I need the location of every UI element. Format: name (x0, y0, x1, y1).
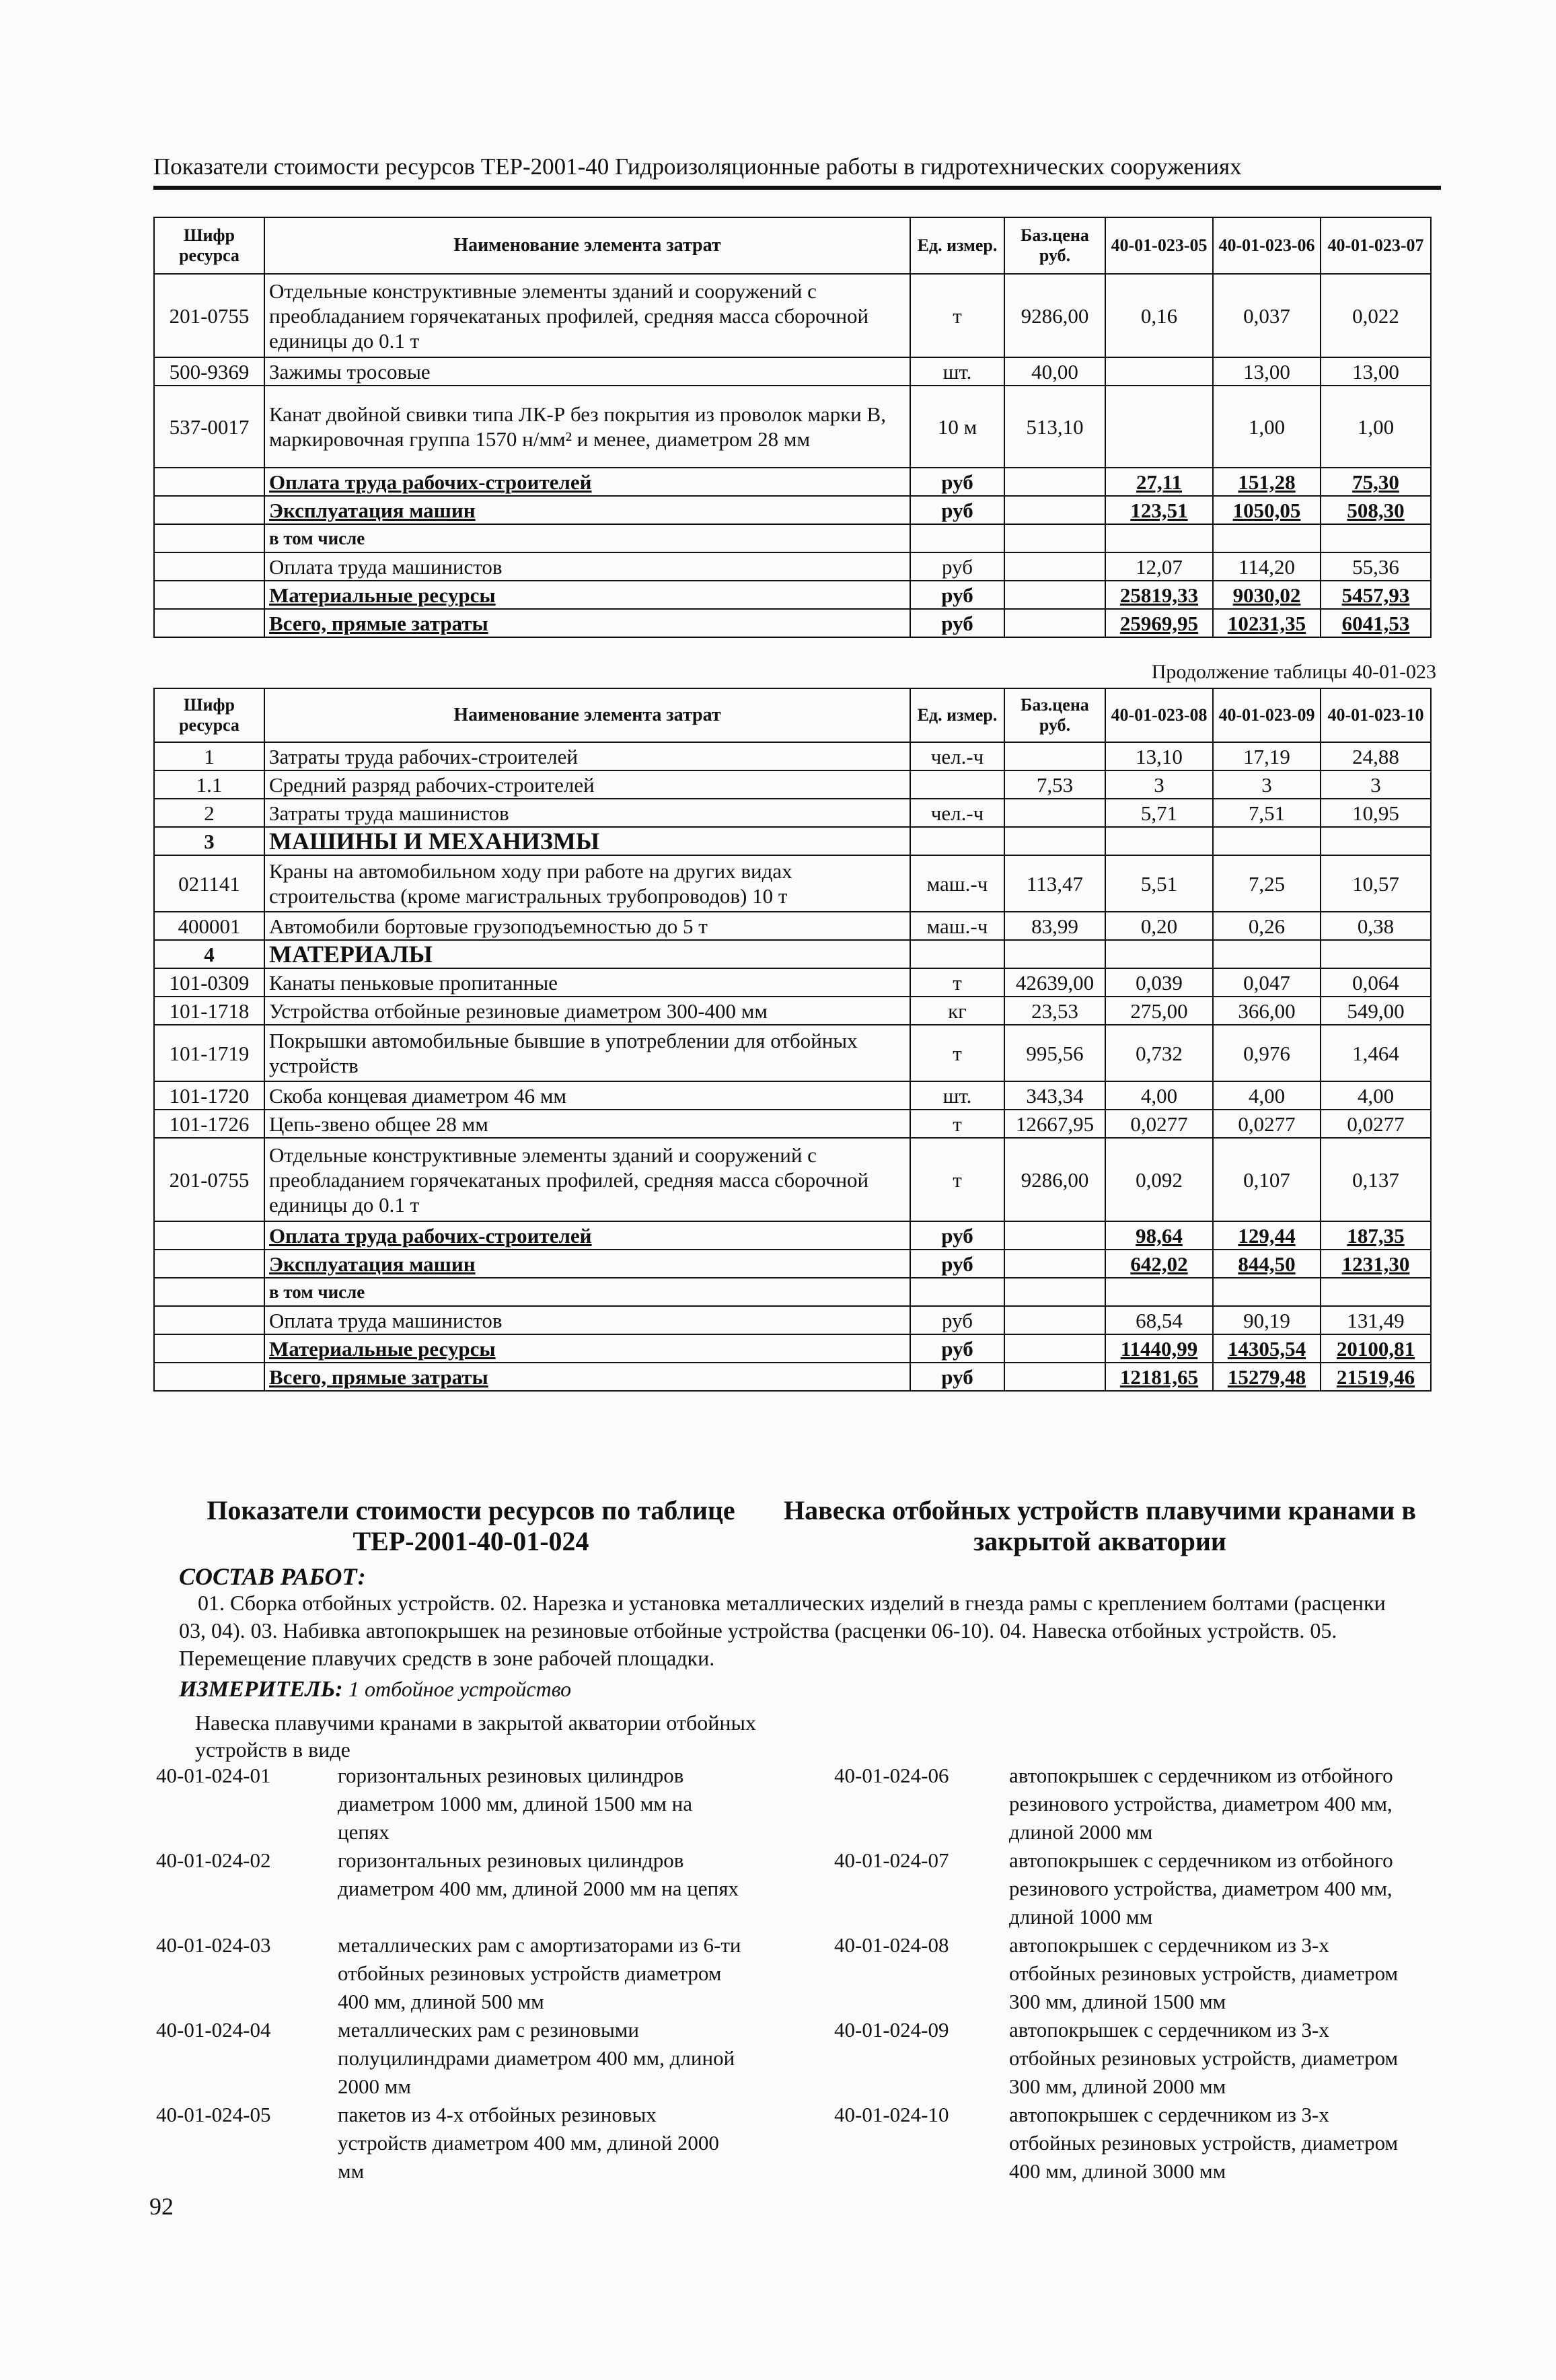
col-header-name: Наименование элемента затрат (264, 688, 910, 742)
cell-value: 0,0277 (1321, 1110, 1431, 1138)
col-header-unit: Ед. измер. (910, 217, 1004, 274)
cell-empty (1213, 524, 1321, 552)
page-header: Показатели стоимости ресурсов ТЕР-2001-40 Гидроизоляционные работы в гидротехнических сооружениях (153, 153, 1242, 180)
summary-row (154, 496, 1431, 524)
cell-value: 0,38 (1321, 912, 1431, 940)
summary-label: Всего, прямые затраты (264, 1363, 910, 1391)
summary-value: 21519,46 (1321, 1363, 1431, 1391)
cell-value: 3 (1321, 770, 1431, 799)
summary-value: 187,35 (1321, 1221, 1431, 1250)
cell-value: 7,51 (1213, 799, 1321, 827)
rate-code: 40-01-024-06 (834, 1764, 949, 1787)
cell-code: 101-1719 (154, 1025, 264, 1081)
cell-empty (1004, 496, 1105, 524)
cell-name: Затраты труда рабочих-строителей (264, 742, 910, 770)
summary-value: 129,44 (1213, 1221, 1321, 1250)
work-composition-text: 01. Сборка отбойных устройств. 02. Нарезка и установка металлических изделий в гнезда рамы с креплением болтами (расценки 03, 04). 03. Набивка автопокрышек на резиновые отбойные устройства (расценки 06-10). 04. Навеска отбойных устройств. 05. Перемещение плавучих средств в зоне рабочей площадки. (179, 1591, 1386, 1670)
summary-value: 20100,81 (1321, 1334, 1431, 1363)
col-header-name: Наименование элемента затрат (264, 217, 910, 274)
summary-row (154, 1250, 1431, 1278)
summary-value: 642,02 (1105, 1250, 1213, 1278)
table-row (154, 855, 1431, 912)
cell-name: Цепь-звено общее 28 мм (264, 1110, 910, 1138)
table-row (154, 997, 1431, 1025)
rate-code: 40-01-024-03 (156, 1933, 271, 1957)
cell-price: 12667,95 (1004, 1110, 1105, 1138)
cell-empty (154, 552, 264, 581)
table-row (154, 968, 1431, 997)
summary-value: 25969,95 (1105, 609, 1213, 637)
cell-empty (1004, 1221, 1105, 1250)
cell-price: 9286,00 (1004, 1138, 1105, 1221)
summary-value: 27,11 (1105, 468, 1213, 496)
rate-code: 40-01-024-04 (156, 2018, 271, 2042)
summary-value: 68,54 (1105, 1306, 1213, 1334)
cell-unit: шт. (910, 1081, 1004, 1110)
cell-name: Зажимы тросовые (264, 357, 910, 386)
cell-empty (910, 940, 1004, 968)
col-header-code: Шифр ресурса (154, 688, 264, 742)
summary-label: Всего, прямые затраты (264, 609, 910, 637)
cell-value: 0,039 (1105, 968, 1213, 997)
col-header-rate-09: 40-01-023-09 (1213, 688, 1321, 742)
page-number: 92 (149, 2193, 174, 2220)
cell-value (1105, 357, 1213, 386)
table-header-row (154, 217, 1431, 274)
col-header-rate-08: 40-01-023-08 (1105, 688, 1213, 742)
cell-empty (1321, 524, 1431, 552)
cell-price: 995,56 (1004, 1025, 1105, 1081)
table-row (154, 742, 1431, 770)
cell-empty (1321, 1278, 1431, 1306)
cell-empty (910, 827, 1004, 855)
cell-empty (1004, 581, 1105, 609)
cell-value: 13,00 (1213, 357, 1321, 386)
rate-description: горизонтальных резиновых цилиндров диаметром 400 мм, длиной 2000 мм на цепях (338, 1848, 739, 1900)
summary-unit: руб (910, 496, 1004, 524)
cell-empty (1004, 1334, 1105, 1363)
rate-code: 40-01-024-09 (834, 2018, 949, 2042)
summary-label: Материальные ресурсы (264, 1334, 910, 1363)
rate-description: автопокрышек с сердечником из отбойного резинового устройства, диаметром 400 мм, длиной 2000 мм (1009, 1764, 1393, 1844)
rate-description: горизонтальных резиновых цилиндров диаметром 1000 мм, длиной 1500 мм на цепях (338, 1764, 693, 1844)
col-header-rate-10: 40-01-023-10 (1321, 688, 1431, 742)
summary-row (154, 1306, 1431, 1334)
measure-label: ИЗМЕРИТЕЛЬ: (179, 1677, 343, 1702)
cell-value: 0,092 (1105, 1138, 1213, 1221)
summary-value: 123,51 (1105, 496, 1213, 524)
cell-unit: т (910, 968, 1004, 997)
cell-empty (910, 524, 1004, 552)
cell-name: Покрышки автомобильные бывшие в употреблении для отбойных устройств (264, 1025, 910, 1081)
cell-unit: кг (910, 997, 1004, 1025)
cell-value: 0,26 (1213, 912, 1321, 940)
table-row (154, 912, 1431, 940)
cell-value: 0,20 (1105, 912, 1213, 940)
cell-empty (1321, 827, 1431, 855)
cell-empty (1105, 940, 1213, 968)
rate-code: 40-01-024-02 (156, 1848, 271, 1872)
cell-unit: маш.-ч (910, 912, 1004, 940)
cell-value: 0,732 (1105, 1025, 1213, 1081)
cell-code: 1.1 (154, 770, 264, 799)
summary-value: 90,19 (1213, 1306, 1321, 1334)
cell-value: 10,57 (1321, 855, 1431, 912)
cell-code: 3 (154, 827, 264, 855)
cell-unit: 10 м (910, 386, 1004, 468)
cell-value: 4,00 (1321, 1081, 1431, 1110)
table-40-01-023-08-10 (153, 688, 1432, 1392)
cell-empty (154, 1334, 264, 1363)
header-rule (153, 186, 1441, 190)
table-row (154, 1081, 1431, 1110)
cell-empty (1321, 940, 1431, 968)
cell-empty (154, 1221, 264, 1250)
cell-value: 1,00 (1213, 386, 1321, 468)
cell-value: 0,037 (1213, 274, 1321, 357)
rate-description: металлических рам с резиновыми полуцилиндрами диаметром 400 мм, длиной 2000 мм (338, 2018, 735, 2098)
col-header-rate-06: 40-01-023-06 (1213, 217, 1321, 274)
cell-empty (1004, 524, 1105, 552)
rate-code: 40-01-024-07 (834, 1848, 949, 1872)
cell-name: Краны на автомобильном ходу при работе на других видах строительства (кроме магистральных трубопроводов) 10 т (264, 855, 910, 912)
summary-row (154, 552, 1431, 581)
summary-label: в том числе (264, 524, 910, 552)
summary-value: 14305,54 (1213, 1334, 1321, 1363)
table-row (154, 1110, 1431, 1138)
cell-code: 500-9369 (154, 357, 264, 386)
cell-code: 1 (154, 742, 264, 770)
summary-value: 12,07 (1105, 552, 1213, 581)
summary-value: 151,28 (1213, 468, 1321, 496)
cell-price: 9286,00 (1004, 274, 1105, 357)
cell-empty (154, 1306, 264, 1334)
cell-unit: т (910, 1025, 1004, 1081)
cell-price: 42639,00 (1004, 968, 1105, 997)
summary-value: 114,20 (1213, 552, 1321, 581)
summary-row (154, 1334, 1431, 1363)
work-composition-label: СОСТАВ РАБОТ: (179, 1563, 366, 1590)
cell-unit (910, 770, 1004, 799)
cell-value: 0,137 (1321, 1138, 1431, 1221)
summary-unit: руб (910, 468, 1004, 496)
summary-row (154, 1278, 1431, 1306)
table-row (154, 1138, 1431, 1221)
cell-name: Скоба концевая диаметром 46 мм (264, 1081, 910, 1110)
cell-value: 549,00 (1321, 997, 1431, 1025)
cell-price: 23,53 (1004, 997, 1105, 1025)
cell-value: 4,00 (1213, 1081, 1321, 1110)
section-row (154, 827, 1431, 855)
cell-value: 0,064 (1321, 968, 1431, 997)
cell-value: 3 (1213, 770, 1321, 799)
col-header-price: Баз.цена руб. (1004, 217, 1105, 274)
summary-value: 10231,35 (1213, 609, 1321, 637)
cell-unit: т (910, 1138, 1004, 1221)
cell-value: 5,71 (1105, 799, 1213, 827)
cell-value: 0,107 (1213, 1138, 1321, 1221)
cell-empty (154, 1363, 264, 1391)
summary-label: Оплата труда машинистов (264, 1306, 910, 1334)
summary-unit: руб (910, 1250, 1004, 1278)
rate-description: металлических рам с амортизаторами из 6-ти отбойных резиновых устройств диаметром 400 мм, длиной 500 мм (338, 1933, 741, 2013)
table-row (154, 357, 1431, 386)
cell-price: 513,10 (1004, 386, 1105, 468)
section-heading: МАТЕРИАЛЫ (264, 940, 910, 968)
summary-value: 55,36 (1321, 552, 1431, 581)
cell-value: 5,51 (1105, 855, 1213, 912)
cell-price: 113,47 (1004, 855, 1105, 912)
cell-value (1105, 386, 1213, 468)
cell-value: 0,976 (1213, 1025, 1321, 1081)
cell-price: 7,53 (1004, 770, 1105, 799)
summary-unit: руб (910, 1306, 1004, 1334)
summary-row (154, 524, 1431, 552)
cell-empty (1004, 552, 1105, 581)
rate-description: автопокрышек с сердечником из 3-х отбойных резиновых устройств, диаметром 300 мм, длиной 1500 мм (1009, 1933, 1399, 2013)
cell-name: Автомобили бортовые грузоподъемностью до 5 т (264, 912, 910, 940)
cell-value: 13,10 (1105, 742, 1213, 770)
cell-empty (1004, 1278, 1105, 1306)
cell-empty (1004, 609, 1105, 637)
rate-code: 40-01-024-01 (156, 1764, 271, 1787)
cell-code: 021141 (154, 855, 264, 912)
cell-empty (1004, 827, 1105, 855)
col-header-rate-05: 40-01-023-05 (1105, 217, 1213, 274)
cell-empty (1105, 827, 1213, 855)
cell-empty (910, 1278, 1004, 1306)
cell-empty (154, 1250, 264, 1278)
cell-value: 0,022 (1321, 274, 1431, 357)
cell-price: 40,00 (1004, 357, 1105, 386)
cell-price (1004, 742, 1105, 770)
cell-value: 13,00 (1321, 357, 1431, 386)
col-header-code: Шифр ресурса (154, 217, 264, 274)
summary-value: 11440,99 (1105, 1334, 1213, 1363)
summary-label: в том числе (264, 1278, 910, 1306)
cell-unit: маш.-ч (910, 855, 1004, 912)
cell-value: 0,16 (1105, 274, 1213, 357)
summary-label: Оплата труда рабочих-строителей (264, 1221, 910, 1250)
section-title-left: Показатели стоимости ресурсов по таблице ТЕР-2001-40-01-024 (207, 1495, 735, 1556)
summary-row (154, 1221, 1431, 1250)
cell-empty (1105, 1278, 1213, 1306)
summary-unit: руб (910, 1363, 1004, 1391)
cell-code: 201-0755 (154, 1138, 264, 1221)
cell-empty (154, 609, 264, 637)
cell-code: 537-0017 (154, 386, 264, 468)
cell-price: 83,99 (1004, 912, 1105, 940)
cell-unit: шт. (910, 357, 1004, 386)
summary-unit: руб (910, 581, 1004, 609)
summary-row (154, 1363, 1431, 1391)
cell-empty (1213, 827, 1321, 855)
cell-code: 101-1718 (154, 997, 264, 1025)
summary-row (154, 468, 1431, 496)
cell-empty (1004, 1306, 1105, 1334)
section-title-right: Навеска отбойных устройств плавучими кранами в закрытой акватории (784, 1495, 1416, 1556)
cell-empty (1004, 940, 1105, 968)
cell-empty (154, 581, 264, 609)
cell-unit: т (910, 1110, 1004, 1138)
rate-description: автопокрышек с сердечником из 3-х отбойных резиновых устройств, диаметром 300 мм, длиной 2000 мм (1009, 2018, 1399, 2098)
cell-code: 101-1726 (154, 1110, 264, 1138)
summary-value: 844,50 (1213, 1250, 1321, 1278)
summary-value: 9030,02 (1213, 581, 1321, 609)
cell-unit: чел.-ч (910, 742, 1004, 770)
measure-value: 1 отбойное устройство (348, 1677, 572, 1701)
cell-value: 17,19 (1213, 742, 1321, 770)
rate-description: автопокрышек с сердечником из 3-х отбойных резиновых устройств, диаметром 400 мм, длиной 3000 мм (1009, 2103, 1399, 2183)
cell-empty (1004, 1250, 1105, 1278)
cell-code: 2 (154, 799, 264, 827)
summary-value: 5457,93 (1321, 581, 1431, 609)
summary-value: 25819,33 (1105, 581, 1213, 609)
cell-empty (154, 524, 264, 552)
summary-value: 1231,30 (1321, 1250, 1431, 1278)
cell-name: Устройства отбойные резиновые диаметром 300-400 мм (264, 997, 910, 1025)
summary-unit: руб (910, 609, 1004, 637)
cell-name: Средний разряд рабочих-строителей (264, 770, 910, 799)
cell-code: 201-0755 (154, 274, 264, 357)
rate-code: 40-01-024-10 (834, 2103, 949, 2126)
cell-empty (1004, 468, 1105, 496)
cell-price: 343,34 (1004, 1081, 1105, 1110)
summary-row (154, 581, 1431, 609)
table-row (154, 770, 1431, 799)
cell-empty (1105, 524, 1213, 552)
cell-value: 3 (1105, 770, 1213, 799)
col-header-price: Баз.цена руб. (1004, 688, 1105, 742)
summary-label: Материальные ресурсы (264, 581, 910, 609)
summary-row (154, 609, 1431, 637)
cell-code: 101-1720 (154, 1081, 264, 1110)
col-header-rate-07: 40-01-023-07 (1321, 217, 1431, 274)
table-40-01-023-05-07 (153, 217, 1432, 638)
cell-name: Канат двойной свивки типа ЛК-Р без покрытия из проволок марки В, маркировочная группа 1570 н/мм² и менее, диаметром 28 мм (264, 386, 910, 468)
summary-value: 98,64 (1105, 1221, 1213, 1250)
cell-value: 1,00 (1321, 386, 1431, 468)
cell-price (1004, 799, 1105, 827)
section-row (154, 940, 1431, 968)
summary-value: 131,49 (1321, 1306, 1431, 1334)
measure-line (179, 1677, 571, 1702)
summary-value: 508,30 (1321, 496, 1431, 524)
section-heading: МАШИНЫ И МЕХАНИЗМЫ (264, 827, 910, 855)
cell-name: Отдельные конструктивные элементы зданий и сооружений с преобладанием горячекатаных профилей, средняя масса сборочной единицы до 0.1 т (264, 274, 910, 357)
cell-empty (1213, 1278, 1321, 1306)
summary-unit: руб (910, 1334, 1004, 1363)
continuation-label: Продолжение таблицы 40-01-023 (1151, 661, 1436, 683)
cell-code: 101-0309 (154, 968, 264, 997)
summary-label: Оплата труда машинистов (264, 552, 910, 581)
cell-empty (1004, 1363, 1105, 1391)
cell-value: 0,0277 (1105, 1110, 1213, 1138)
rate-description: пакетов из 4-х отбойных резиновых устройств диаметром 400 мм, длиной 2000 мм (338, 2103, 719, 2183)
rate-description: автопокрышек с сердечником из отбойного резинового устройства, диаметром 400 мм, длиной 1000 мм (1009, 1848, 1393, 1928)
summary-value: 12181,65 (1105, 1363, 1213, 1391)
summary-unit: руб (910, 552, 1004, 581)
cell-name: Канаты пеньковые пропитанные (264, 968, 910, 997)
summary-value: 15279,48 (1213, 1363, 1321, 1391)
cell-value: 7,25 (1213, 855, 1321, 912)
cell-unit: т (910, 274, 1004, 357)
rate-code: 40-01-024-08 (834, 1933, 949, 1957)
cell-unit: чел.-ч (910, 799, 1004, 827)
cell-empty (154, 496, 264, 524)
summary-value: 6041,53 (1321, 609, 1431, 637)
items-intro: Навеска плавучими кранами в закрытой акватории отбойных устройств в виде (195, 1710, 756, 1762)
cell-value: 366,00 (1213, 997, 1321, 1025)
summary-label: Эксплуатация машин (264, 496, 910, 524)
cell-name: Затраты труда машинистов (264, 799, 910, 827)
cell-code: 4 (154, 940, 264, 968)
cell-name: Отдельные конструктивные элементы зданий и сооружений с преобладанием горячекатаных профилей, средняя масса сборочной единицы до 0.1 т (264, 1138, 910, 1221)
cell-value: 275,00 (1105, 997, 1213, 1025)
cell-empty (1213, 940, 1321, 968)
summary-value: 75,30 (1321, 468, 1431, 496)
cell-value: 0,0277 (1213, 1110, 1321, 1138)
table-row (154, 1025, 1431, 1081)
table-row (154, 799, 1431, 827)
rate-code: 40-01-024-05 (156, 2103, 271, 2126)
cell-empty (154, 468, 264, 496)
cell-value: 1,464 (1321, 1025, 1431, 1081)
table-row (154, 274, 1431, 357)
summary-label: Оплата труда рабочих-строителей (264, 468, 910, 496)
cell-value: 4,00 (1105, 1081, 1213, 1110)
cell-code: 400001 (154, 912, 264, 940)
table-row (154, 386, 1431, 468)
table-header-row (154, 688, 1431, 742)
cell-value: 0,047 (1213, 968, 1321, 997)
col-header-unit: Ед. измер. (910, 688, 1004, 742)
cell-value: 24,88 (1321, 742, 1431, 770)
cell-empty (154, 1278, 264, 1306)
cell-value: 10,95 (1321, 799, 1431, 827)
summary-unit: руб (910, 1221, 1004, 1250)
summary-value: 1050,05 (1213, 496, 1321, 524)
summary-label: Эксплуатация машин (264, 1250, 910, 1278)
